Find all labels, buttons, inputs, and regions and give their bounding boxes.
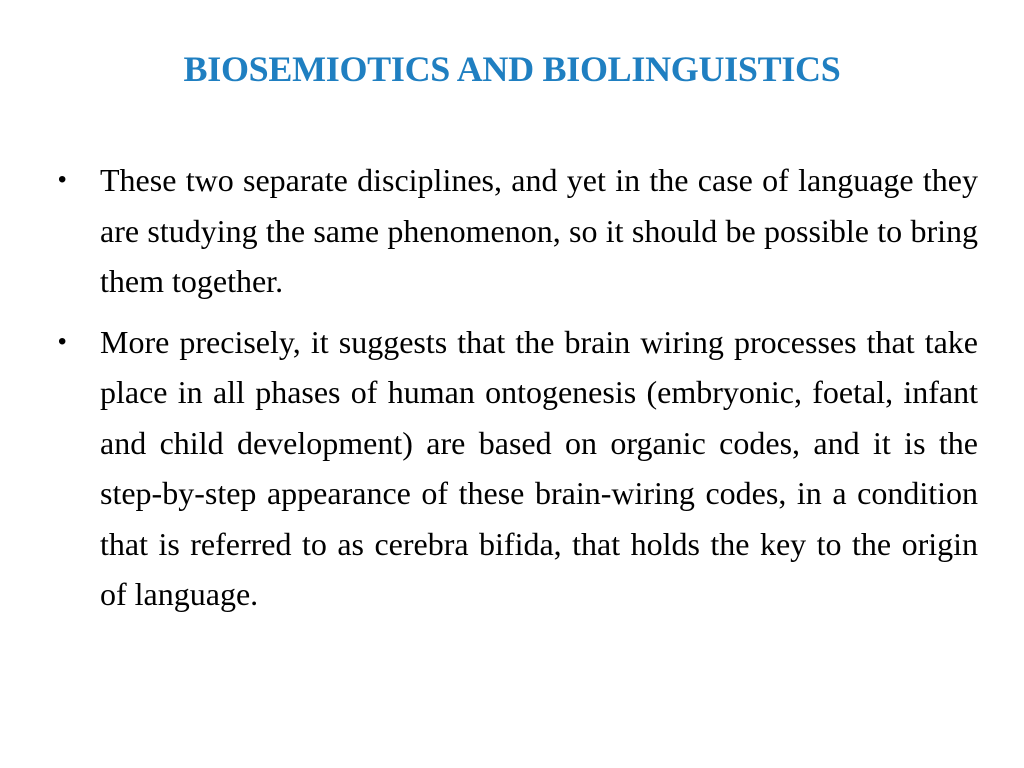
bullet-item-1 — [56, 155, 978, 307]
bullet-text-2: More precisely, it suggests that the brain wiring processes that take place in all phases of human ontogenesis (embryonic, foetal, infant and child development) are based on organic codes, and it is the step-by-step appearance of these brain-wiring codes, in a condition that is referred to as cerebra bifida, that holds the key to the origin of language. — [100, 323, 978, 612]
bullet-list — [56, 155, 978, 630]
bullet-marker-icon: • — [58, 327, 67, 355]
bullet-marker-icon: • — [58, 166, 67, 193]
bullet-text-1: These two separate disciplines, and yet in the case of language they are studying the same phenomenon, so it should be possible to bring them together. — [100, 162, 978, 299]
slide-title: BIOSEMIOTICS AND BIOLINGUISTICS — [183, 49, 841, 89]
bullet-item-2 — [56, 317, 978, 620]
